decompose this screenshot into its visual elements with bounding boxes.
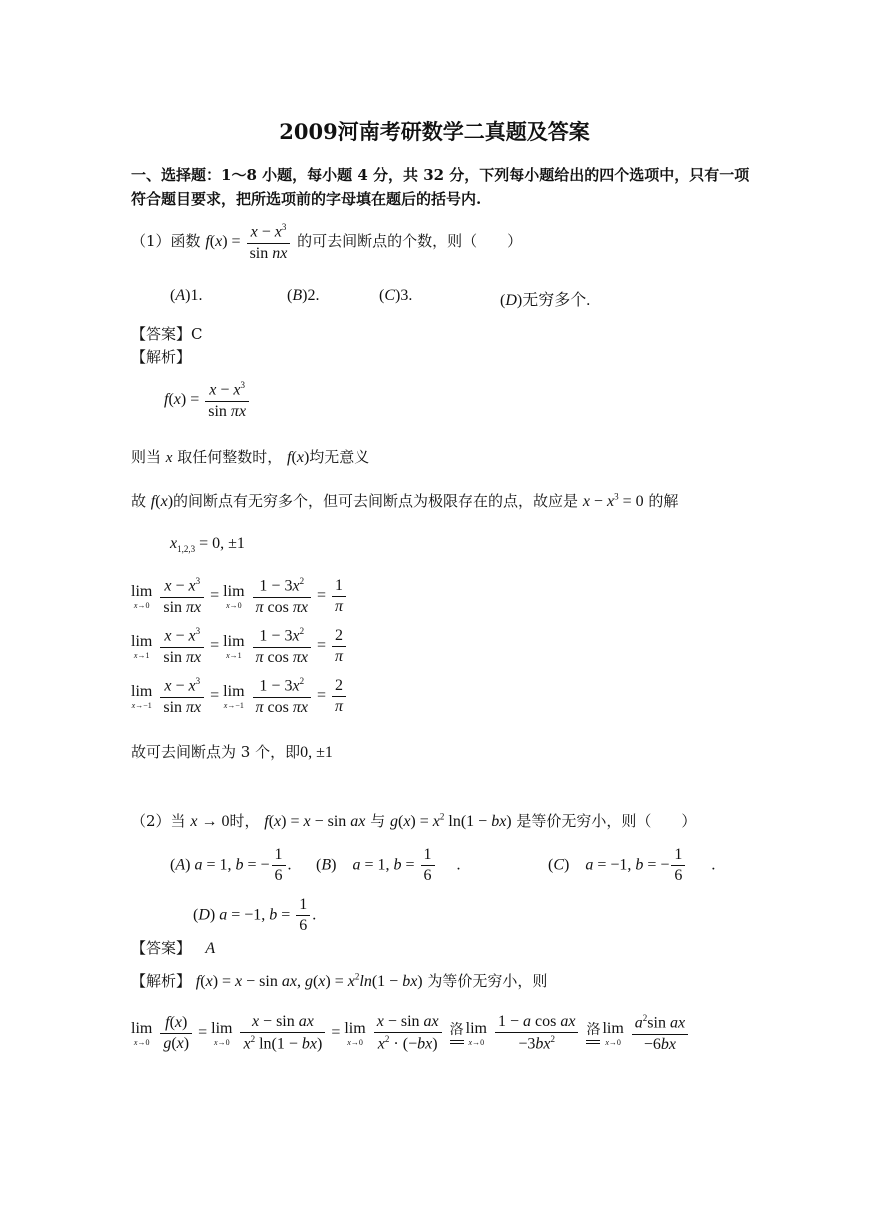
question-1-option-b: (B)2. <box>287 287 320 304</box>
question-2-limit-chain: lim x→0 $\frac{f(x)}{g(x)}$ = lim x→0 $\frac{\text{x − sin ax}}{x^2 \ln(1 - bx)}$ = lim x→0 $\frac{\text{x − sin ax}}{x^2 \cdot (-bx)}$ 洛 lim x→0 $\frac{\text{1 − a cos ax}}{-3bx^2}$ 洛 lim x→0 $\frac{a^2\sin ax}{-6bx}$ <box>131 1013 690 1054</box>
question-2-option-a: (A) a = 1, b = − $\frac{1}{6}$ . <box>170 846 292 885</box>
question-2-option-d: (D) a = −1, b = $\frac{1}{6}$ . <box>193 896 317 935</box>
question-2-stem: （2）当 x → 0时， f(x) = x − sin ax 与 $g(x) = x^2$ ln(1 − bx) 是等价无穷小，则（ ） <box>131 811 697 830</box>
question-2-option-c: (C) a = −1, b = − $\frac{1}{6}$ . <box>548 846 716 885</box>
question-2-answer: 【答案】 A <box>131 939 216 957</box>
section-heading-line-2: 符合题目要求，把所选项前的字母填在题后的括号内. <box>131 190 482 208</box>
section-heading-line-1: 一、选择题：1～8 小题，每小题 4 分，共 32 分，下列每小题给出的四个选项中，只有一项 <box>131 166 750 184</box>
question-1-limit-at-1: lim x→1 $\frac{x - x^3}{\text{sin πx}}$ = lim x→1 $\frac{1 - 3x^2}{\text{π cos πx}}$ = $\frac{2}{\pi}$ <box>131 626 348 667</box>
question-1-limit-at-0: lim x→0 $\frac{x - x^3}{\text{sin πx}}$ = lim x→0 $\frac{1 - 3x^2}{\text{π cos πx}}$ = $\frac{1}{\pi}$ <box>131 576 348 617</box>
question-1-option-d: (D)无穷多个. <box>500 292 591 309</box>
question-1-analysis-label: 【解析】 <box>131 348 192 366</box>
question-1-answer: 【答案】C <box>131 325 203 343</box>
page-title: 2009河南考研数学二真题及答案 <box>279 119 590 144</box>
question-1-conclusion: 故可去间断点为 3 个，即0, ±1 <box>131 743 333 761</box>
question-1-text-line-1: 则当 x 取任何整数时， f(x)均无意义 <box>131 448 370 466</box>
question-1-stem <box>131 222 522 263</box>
question-1-function-pi: f(x) = $\frac{x - x^3}{\text{sin πx}}$ <box>164 380 251 421</box>
question-2-option-b: (B) a = 1, b = $\frac{1}{6}$ . <box>316 846 461 885</box>
question-1-option-c: (C)3. <box>379 287 413 304</box>
question-1-option-a: (A)1. <box>170 287 203 304</box>
question-1-suffix: 的可去间断点的个数，则（ ） <box>297 232 523 251</box>
question-1-limit-at-minus-1: lim x→−1 $\frac{x - x^3}{\text{sin πx}}$ = lim x→−1 $\frac{1 - 3x^2}{\text{π cos πx}}$ = $\frac{2}{\pi}$ <box>131 676 348 717</box>
question-1-function: f(x) = $\frac{x - x^3}{\text{sin nx}}$ <box>205 233 292 250</box>
question-1-prefix: （1）函数 <box>131 232 201 251</box>
question-1-roots: $x_{1,2,3} = 0$, ±1 <box>170 535 245 555</box>
question-1-text-line-2: 故 f(x)的间断点有无穷多个，但可去间断点为极限存在的点，故应是 $x - x^3 = 0$ 的解 <box>131 491 679 510</box>
question-2-analysis: 【解析】 f(x) = x − sin ax, $g(x) = x^2\ln(1 - bx)$ 为等价无穷小，则 <box>131 971 548 990</box>
